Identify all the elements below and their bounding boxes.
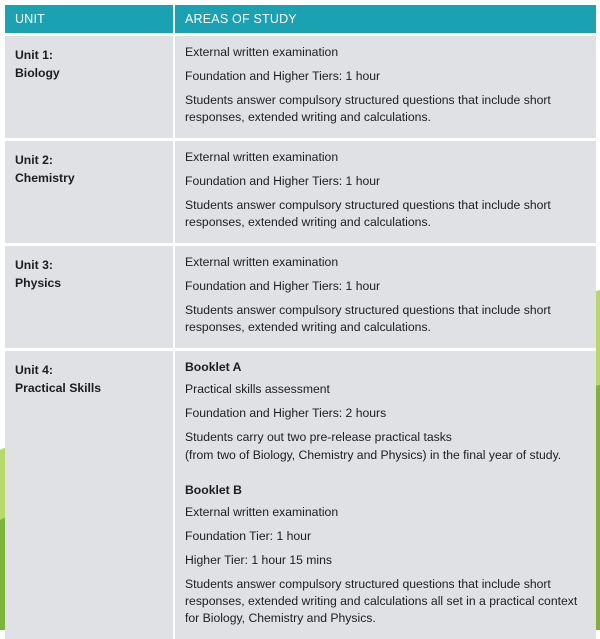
- unit-name: Chemistry: [15, 169, 163, 187]
- column-header-areas-of-study: AREAS OF STUDY: [174, 5, 596, 35]
- assessment-type: External written examination: [185, 504, 586, 521]
- description: Students answer compulsory structured questions that include short responses, extended writing and calculations.: [185, 92, 586, 126]
- duration-higher: Higher Tier: 1 hour 15 mins: [185, 552, 586, 569]
- duration-foundation: Foundation Tier: 1 hour: [185, 528, 586, 545]
- unit-name: Biology: [15, 64, 163, 82]
- table-row-unit-2: [5, 140, 596, 245]
- duration: Foundation and Higher Tiers: 2 hours: [185, 405, 586, 422]
- description-continued: (from two of Biology, Chemistry and Physics) in the final year of study.: [185, 447, 586, 464]
- description: Students answer compulsory structured questions that include short responses, extended writing and calculations all set in a practical context for Biology, Chemistry and Physics.: [185, 576, 586, 627]
- unit-cell: [5, 140, 174, 245]
- table-row-unit-4: [5, 350, 596, 639]
- unit-name: Physics: [15, 274, 163, 292]
- unit-cell: [5, 245, 174, 350]
- unit-label: Unit 2:: [15, 151, 163, 169]
- areas-cell: [174, 35, 596, 140]
- booklet-spacer: [185, 471, 586, 482]
- unit-name: Practical Skills: [15, 379, 163, 397]
- table-row-unit-3: [5, 245, 596, 350]
- unit-label: Unit 4:: [15, 361, 163, 379]
- duration: Foundation and Higher Tiers: 1 hour: [185, 278, 586, 295]
- specification-table-container: [5, 5, 596, 639]
- description: Students carry out two pre-release practical tasks: [185, 429, 586, 446]
- assessment-type: Practical skills assessment: [185, 381, 586, 398]
- unit-label: Unit 3:: [15, 256, 163, 274]
- areas-cell: [174, 350, 596, 639]
- unit-label: Unit 1:: [15, 46, 163, 64]
- description: Students answer compulsory structured questions that include short responses, extended writing and calculations.: [185, 197, 586, 231]
- unit-cell: [5, 35, 174, 140]
- booklet-a-title: Booklet A: [185, 359, 586, 376]
- assessment-type: External written examination: [185, 44, 586, 61]
- assessment-type: External written examination: [185, 254, 586, 271]
- assessment-type: External written examination: [185, 149, 586, 166]
- table-header-row: [5, 5, 596, 35]
- specification-table: [5, 5, 596, 639]
- duration: Foundation and Higher Tiers: 1 hour: [185, 173, 586, 190]
- table-row-unit-1: [5, 35, 596, 140]
- booklet-b-title: Booklet B: [185, 482, 586, 499]
- areas-cell: [174, 140, 596, 245]
- description: Students answer compulsory structured questions that include short responses, extended writing and calculations.: [185, 302, 586, 336]
- areas-cell: [174, 245, 596, 350]
- column-header-unit: UNIT: [5, 5, 174, 35]
- duration: Foundation and Higher Tiers: 1 hour: [185, 68, 586, 85]
- unit-cell: [5, 350, 174, 639]
